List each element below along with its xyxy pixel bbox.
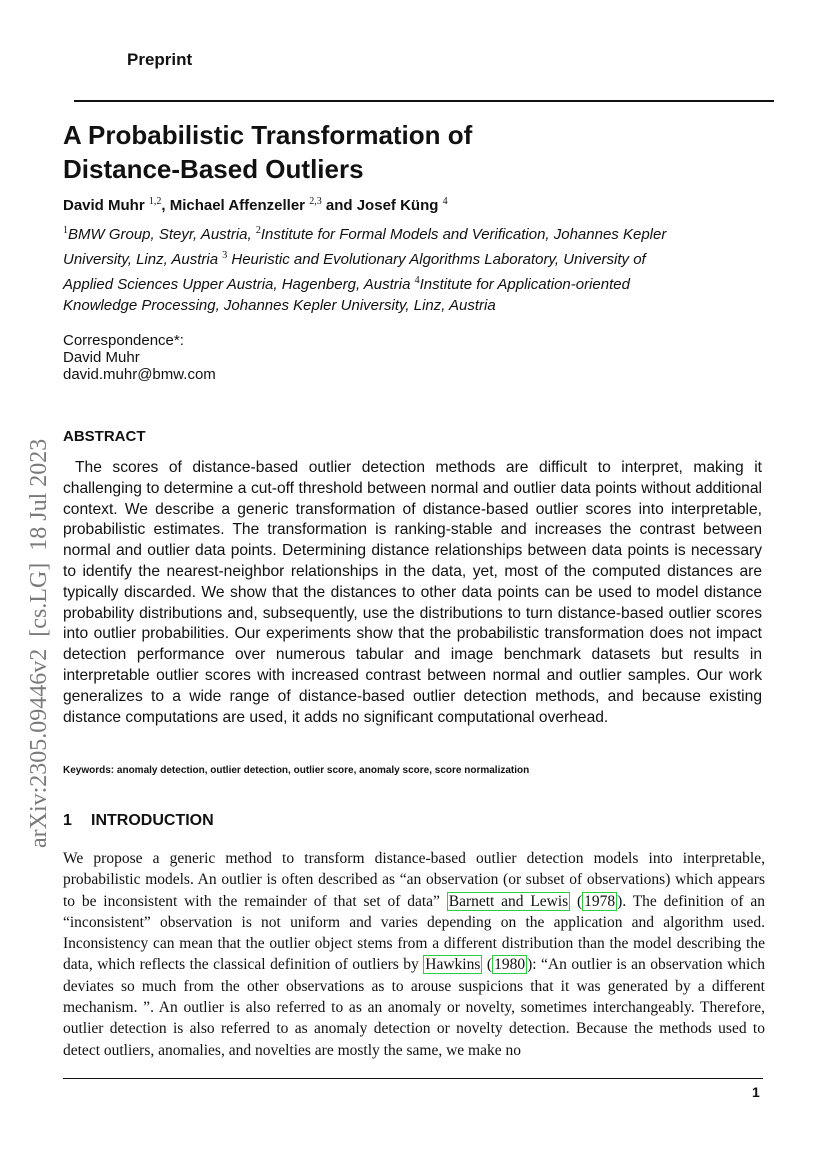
affiliation-text: Heuristic and Evolutionary Algorithms Laboratory, University of Applied Sciences Upper Austria, Hagenberg, Austria [63,251,646,293]
title-line-1: A Probabilistic Transformation of [63,120,473,150]
author-name: David Muhr [63,197,145,214]
abstract-heading: ABSTRACT [63,428,146,445]
author-affiliation-marker: 2,3 [309,196,322,207]
affiliation-marker: 3 [222,250,228,261]
section-number: 1 [63,812,72,829]
paragraph-text: We propose a generic method to transform distance-based outlier detection models into interpretable, probabilistic models. An outlier is often described as “an observation (or subset of observations) which appears to be inconsistent with the remainder of that set of data” [63,850,765,910]
affiliation-marker: 4 [414,275,420,286]
affiliation-marker: 1 [63,225,68,236]
author-affiliation-marker: 4 [442,196,448,207]
affiliation-text: Institute for Formal Models and Verification, Johannes Kepler University, Linz, Austria [63,226,667,268]
abstract-text: The scores of distance-based outlier detection methods are difficult to interpret, making it challenging to determine a cut-off threshold between normal and outlier data points without additional context. We describe a generic transformation of distance-based outlier scores into interpretable, probabilistic estimates. The transformation is ranking-stable and increases the contrast between normal and outlier data points. Determining distance relationships between data points is necessary to identify the nearest-neighbor relationships in the data, yet, most of the computed distances are typically discarded. We show that the distances to other data points can be used to model distance probability distributions and, subsequently, use the distributions to turn distance-based outlier scores into outlier probabilities. Our experiments show that the probabilistic transformation does not impact detection performance over numerous tabular and image benchmark datasets but results in interpretable outlier scores with increased contrast between normal and outlier samples. Our work generalizes to a wide range of distance-based outlier detection methods, and because existing distance computations are used, it adds no significant computational overhead. [63,459,762,726]
author-separator: and [321,197,357,214]
footer-rule [63,1078,763,1079]
correspondence-name: David Muhr [63,349,140,366]
correspondence-block [63,332,216,383]
affiliation-text: Institute for Application-oriented Knowledge Processing, Johannes Kepler University, Linz, Austria [63,276,630,314]
correspondence-email[interactable]: david.muhr@bmw.com [63,366,216,383]
introduction-text: We propose a generic method to transform distance-based outlier detection models into interpretable, probabilistic models. An outlier is often described as “an observation (or subset of observations) which appears to be inconsistent with the remainder of that set of data” Barnett and Lewis ( 1978 ). The definition of an “inconsistent” observation is not uniform and varies depending on the application and algorithm used. Inconsistency can mean that the outlier object stems from a different distribution than the model describing the data, which reflects the classical definition of outliers by Hawkins ( 1980 ): “An outlier is an observation which deviates so much from the other observations as to arouse suspicions that it was generated by a different mechanism. ”. An outlier is also referred to as an anomaly or novelty, sometimes interchangeably. Therefore, outlier detection is also referred to as anomaly detection or novelty detection. Because the methods used to detect outliers, anomalies, and novelties are mostly the same, we make no [63,850,765,1059]
title-line-2: Distance-Based Outliers [63,154,364,184]
author-affiliation-marker: 1,2 [148,196,162,207]
header-rule [74,100,774,102]
affiliation-text: BMW Group, Steyr, Austria, [68,226,256,243]
page-number: 1 [752,1084,760,1100]
affiliations [63,220,683,316]
affiliation-marker: 2 [255,225,261,236]
author-list [63,196,448,214]
section-heading-introduction [63,812,214,830]
author-name: Josef Küng [356,197,439,214]
citation-link-barnett-lewis[interactable]: Barnett and Lewis [448,892,569,910]
paper-title [63,118,683,186]
paragraph-text: . The definition of an “inconsistent” observation is not uniform and varies depending on the application and algorithm used. Inconsistency can mean that the outlier object stems from a different distribution than the model describing the data, which reflects the classical definition of outliers by [63,892,765,974]
citation-year-link[interactable]: 1978 [584,892,616,910]
author-name: Michael Affenzeller [169,197,306,214]
keywords: Keywords: anomaly detection, outlier detection, outlier score, anomaly score, score normalization [63,765,530,776]
arxiv-identifier[interactable]: arXiv:2305.09446v2 [cs.LG] 18 Jul 2023 [26,438,52,848]
preprint-label: Preprint [127,50,193,69]
author-separator: , [161,197,170,214]
paragraph-text: : “An outlier is an observation which deviates so much from the other observations as to arouse suspicions that it was generated by a different mechanism. ”. An outlier is also referred to as an anomaly or novelty, sometimes interchangeably. Therefore, outlier detection is also referred to as anomaly detection or novelty detection. Because the methods used to detect outliers, anomalies, and novelties are mostly the same, we make no [63,956,765,1059]
citation-link-hawkins[interactable]: Hawkins [425,956,481,974]
section-title: INTRODUCTION [91,812,214,829]
citation-year-link[interactable]: 1980 [494,956,526,974]
correspondence-label: Correspondence*: [63,332,184,349]
